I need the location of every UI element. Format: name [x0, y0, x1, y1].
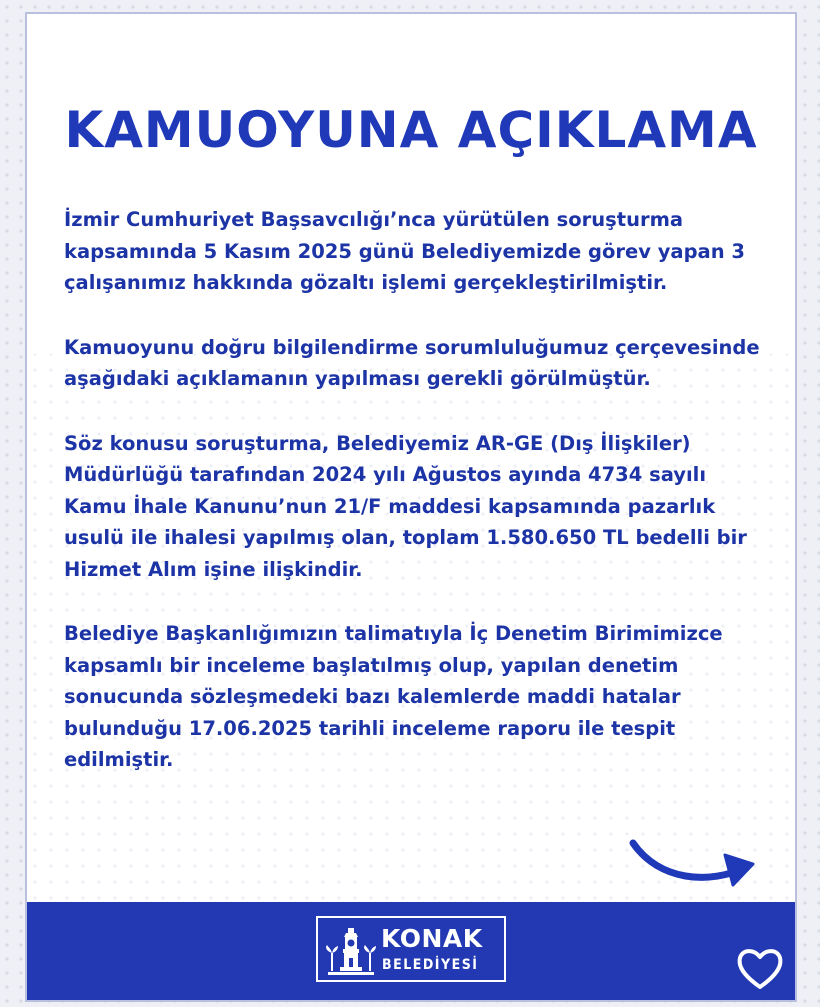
logo-subtitle: BELEDİYESİ	[382, 957, 479, 973]
clock-tower-icon	[324, 922, 378, 978]
announcement-card	[25, 12, 797, 1002]
logo-name: KONAK	[381, 924, 483, 953]
paragraph-4: Belediye Başkanlığımızın talimatıyla İç Denetim Birimimizce kapsamlı bir inceleme başlatılmış olup, yapılan denetim sonucunda sözleşmedeki bazı kalemlerde maddi hatalar bulunduğu 17.06.2025 tarihli inceleme raporu ile tespit edilmiştir.	[64, 622, 723, 771]
paragraph-3: Söz konusu soruşturma, Belediyemiz AR-GE (Dış İlişkiler) Müdürlüğü tarafından 2024 yılı Ağustos ayında 4734 sayılı Kamu İhale Kanunu’nun 21/F maddesi kapsamında pazarlık usulü ile ihalesi yapılmış olan, toplam 1.580.650 TL bedelli bir Hizmet Alım işine ilişkindir.	[64, 431, 747, 581]
heart-icon[interactable]	[735, 946, 785, 992]
footer-bar	[27, 902, 795, 1000]
next-arrow-icon[interactable]	[629, 829, 759, 899]
announcement-body	[64, 204, 774, 809]
paragraph-1: İzmir Cumhuriyet Başsavcılığı’nca yürütülen soruşturma kapsamında 5 Kasım 2025 günü Belediyemizde görev yapan 3 çalışanımız hakkında gözaltı işlemi gerçekleştirilmiştir.	[64, 208, 745, 294]
page-title: KAMUOYUNA AÇIKLAMA	[64, 101, 758, 159]
paragraph-2: Kamuoyunu doğru bilgilendirme sorumluluğumuz çerçevesinde aşağıdaki açıklamanın yapılması gerekli görülmüştür.	[64, 335, 760, 390]
konak-logo	[316, 916, 506, 982]
